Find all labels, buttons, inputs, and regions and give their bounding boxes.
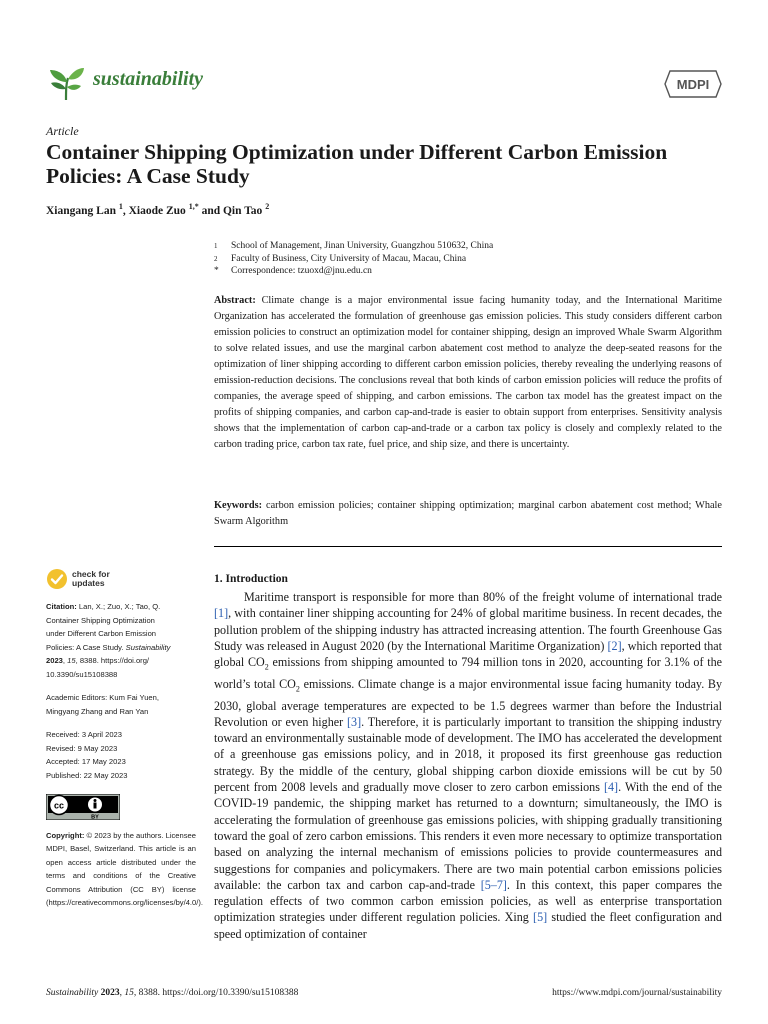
section-divider	[214, 546, 722, 547]
author-name: Xiaode Zuo	[128, 204, 186, 217]
article-type: Article	[46, 124, 79, 138]
affiliation-text: School of Management, Jinan University, Guangzhou 510632, China	[231, 241, 494, 251]
abstract-text: Climate change is a major environmental issue facing humanity today, and the International Maritime Organization has accelerated the formulation of greenhouse gas emission policies. This study considers different carbon emission policies to construct an optimization model for container shipping, design an improved Whale Swarm Algorithm to solve related issues, and use the marginal carbon abatement cost method to analyze the deep-seated reasons for the optimization of liner shipping according to different carbon emission policies, thereby revealing the underlying reasons of emission-reduction decisions. The conclusions reveal that both kinds of carbon emission policies will reduce the profits of companies, the average speed of shipping, and carbon emissions. The carbon tax model has the greatest impact on the profits of shipping companies, and carbon cap-and-trade is easier to obtain support from enterprises. Sensitivity analysis shows that the implementation of carbon cap-and-trade or a carbon tax policy is closely and complexly related to the carbon trading price, carbon tax rate, fuel price, and ship size, and there is uncertainty.	[214, 295, 722, 450]
author-name: Xiangang Lan	[46, 204, 116, 217]
svg-text:cc: cc	[53, 800, 65, 811]
citation-link[interactable]: [1]	[214, 606, 229, 621]
citation-doi-link[interactable]: 10.3390/su15108388	[46, 669, 118, 679]
affiliation-mark: 2	[214, 254, 218, 263]
author-affil-mark: 1	[118, 202, 123, 211]
article-sidebar	[46, 568, 203, 910]
cc-by-license-icon[interactable]	[46, 794, 120, 820]
author-affil-mark: 2	[265, 202, 270, 211]
citation-label: Citation:	[46, 602, 77, 611]
footer-doi-link[interactable]: , 8388. https://doi.org/10.3390/su15108388	[133, 988, 299, 998]
journal-name: sustainability	[93, 68, 204, 90]
abstract-label: Abstract:	[214, 295, 256, 306]
svg-text:BY: BY	[91, 814, 99, 820]
affiliation-item	[214, 253, 724, 266]
author-separator: and	[198, 204, 223, 217]
footer-citation: Sustainability 2023, 15, 8388. https://doi.org/10.3390/su15108388	[46, 988, 299, 998]
publisher-name: MDPI	[676, 77, 710, 92]
check-for-updates-button[interactable]	[46, 568, 196, 590]
section-heading: 1. Introduction	[214, 573, 288, 585]
abstract	[214, 293, 722, 453]
author-affil-mark: 1,*	[188, 202, 199, 211]
author-name: Qin Tao	[222, 204, 263, 217]
affiliation-mark: 1	[214, 242, 218, 250]
author-list	[46, 202, 269, 217]
affiliation-item	[214, 265, 724, 278]
keywords-text: carbon emission policies; container shipping optimization; marginal carbon abatement cost method; Whale Swarm Algorithm	[214, 500, 722, 527]
citation-link[interactable]: [4]	[603, 780, 619, 795]
affiliation-text: Faculty of Business, City University of Macau, Macau, China	[231, 253, 467, 264]
introduction-paragraph: Maritime transport is responsible for more than 80% of the freight volume of international trade [1], with container liner shipping accounting for 24% of global maritime business. In recent decades, the pollution problem of the shipping industry has attracted increasing attention. The fourth Greenhouse Gas Study was released in August 2020 (by the International Maritime Organization) [2], which reported that global $CO_2$ emissions from shipping amounted to 794 million tons in 2020, accounting for 3.1% of the world’s total $CO_2$ emissions. Climate change is a major environmental issue facing humanity today. By 2030, global average temperatures are expected to be 1.5 degrees warmer than before the Industrial Revolution or even higher [3]. Therefore, it is particularly important to transition the shipping industry toward an environmentally sustainable mode of development. The IMO has accelerated the development of a greenhouse gas emissions policy, and in 2018, it proposed its first greenhouse gas reduction strategy. By the middle of the century, global shipping carbon dioxide emissions will be cut by 50 percent from 2008 levels and gradually move closer to zero carbon emissions [4]. With the end of the COVID-19 pandemic, the shipping market has returned to a downturn; simultaneously, the IMO is accelerating the formulation of greenhouse gas emissions policies, with shipping gradually transitioning toward the goal of zero carbon emissions. This renders it even more necessary to optimize transportation based on analyzing the internal mechanism of emissions policies to provide countermeasures and suggestions for companies and policymakers. There are two main potential carbon emissions policies available: the carbon tax and carbon cap-and-trade [5–7]. In this context, this paper compares the regulation effects of two common carbon emission policies, as well as enterprise transportation optimization strategies under different regulation policies. Xing [5] studied the fleet configuration and speed optimization of container	[214, 590, 723, 941]
publication-dates: Received: 3 April 2023 Revised: 9 May 2023 Accepted: 17 May 2023 Published: 22 May 2023	[46, 730, 128, 780]
copyright-notice	[46, 829, 203, 910]
keywords-label: Keywords:	[214, 500, 263, 511]
correspondence-text[interactable]: Correspondence: tzuoxd@jnu.edu.cn	[231, 266, 372, 277]
citation-block: Citation: Lan, X.; Zuo, X.; Tao, Q. Container Shipping Optimization under Different Carbon Emission Policies: A Case Study. Sustainability 2023, 15, 8388. https://doi.org/ 10.3390/su15108388	[46, 600, 196, 681]
citation-link[interactable]: [3]	[347, 714, 362, 729]
journal-url-link[interactable]: https://www.mdpi.com/journal/sustainability	[552, 988, 722, 998]
paper-title: Container Shipping Optimization under Different Carbon Emission Policies: A Case Study	[46, 140, 668, 188]
affiliation-mark: *	[214, 266, 219, 277]
citation-doi-link[interactable]: , 8388. https://doi.org/	[75, 656, 150, 665]
copyright-text: © 2023 by the authors. Licensee MDPI, Basel, Switzerland. This article is an open access article distributed under the terms and conditions of the Creative Commons Attribution (CC BY) license (https://creativecommons.org/licenses/by/4.0/).	[46, 830, 203, 907]
citation-link[interactable]: [2]	[607, 638, 622, 653]
check-updates-icon	[46, 568, 68, 590]
affiliations	[214, 240, 724, 278]
copyright-label: Copyright:	[46, 830, 85, 840]
academic-editors: Academic Editors: Kum Fai Yuen, Mingyang Zhang and Ran Yan	[46, 693, 159, 716]
citation-link[interactable]: [5–7]	[480, 877, 507, 892]
keywords	[214, 498, 722, 530]
sustainability-logo-icon	[46, 62, 86, 102]
check-updates-label: check for updates	[72, 569, 110, 588]
affiliation-item	[214, 240, 724, 253]
citation-link[interactable]: [5]	[533, 910, 548, 925]
author-separator: ,	[122, 204, 129, 217]
mdpi-logo-icon	[664, 70, 722, 98]
